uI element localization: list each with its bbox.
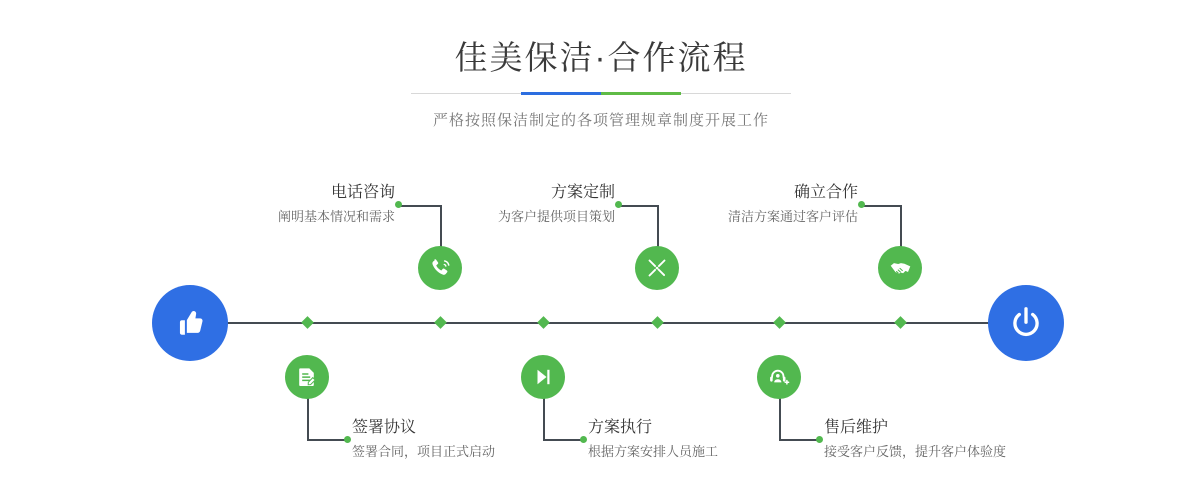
- step-2-icon-badge: [285, 355, 329, 399]
- step-3-label: [420, 182, 615, 227]
- axis-marker-step-6: [773, 316, 786, 329]
- step-6-label: [824, 417, 1006, 462]
- thumbs-up-icon: [172, 305, 208, 341]
- step-1-desc: 阐明基本情况和需求: [277, 209, 395, 224]
- play-forward-icon: [531, 365, 555, 389]
- step-6-title: 售后维护: [824, 419, 889, 436]
- connector-step-6-horizontal: [779, 439, 819, 441]
- connector-step-4-horizontal: [543, 439, 583, 441]
- step-2-title: 签署协议: [352, 419, 417, 436]
- document-edit-icon: [295, 365, 319, 389]
- page-subtitle: 严格按照保洁制定的各项管理规章制度开展工作: [432, 112, 769, 129]
- step-1-title: 电话咨询: [330, 184, 395, 201]
- step-2-desc: 签署合同，项目正式启动: [352, 444, 496, 459]
- step-5-desc: 清洁方案通过客户评估: [727, 209, 858, 224]
- step-4-title: 方案执行: [588, 419, 653, 436]
- phone-call-icon: [428, 256, 453, 281]
- connector-dot-step-6: [816, 436, 823, 443]
- step-1-icon-badge: [418, 246, 462, 290]
- step-1-label: [190, 182, 395, 227]
- page-title: 佳美保洁·合作流程: [454, 39, 748, 76]
- connector-dot-step-1: [395, 201, 402, 208]
- step-6-icon-badge: [757, 355, 801, 399]
- timeline-end-badge: [988, 285, 1064, 361]
- connector-dot-step-2: [344, 436, 351, 443]
- axis-marker-step-3: [651, 316, 664, 329]
- power-icon: [1007, 304, 1045, 342]
- step-4-icon-badge: [521, 355, 565, 399]
- step-3-title: 方案定制: [550, 184, 615, 201]
- axis-marker-step-5: [894, 316, 907, 329]
- timeline-start-badge: [152, 285, 228, 361]
- step-2-label: [352, 417, 495, 462]
- handshake-icon: [888, 256, 913, 281]
- divider-accent-blue: [521, 92, 601, 95]
- step-5-label: [640, 182, 858, 227]
- step-6-desc: 接受客户反馈，提升客户体验度: [824, 444, 1007, 459]
- step-5-title: 确立合作: [793, 184, 858, 201]
- connector-dot-step-3: [615, 201, 622, 208]
- divider-accent-green: [601, 92, 681, 95]
- step-5-icon-badge: [878, 246, 922, 290]
- connector-step-5-horizontal: [862, 205, 901, 207]
- step-3-desc: 为客户提供项目策划: [497, 209, 615, 224]
- title-divider: [411, 92, 791, 95]
- axis-marker-step-4: [537, 316, 550, 329]
- connector-step-2-horizontal: [307, 439, 347, 441]
- step-4-label: [588, 417, 718, 462]
- header: [0, 36, 1202, 130]
- headset-support-icon: [767, 365, 791, 389]
- step-4-desc: 根据方案安排人员施工: [588, 444, 719, 459]
- axis-marker-step-1: [434, 316, 447, 329]
- tools-icon: [645, 256, 669, 280]
- step-3-icon-badge: [635, 246, 679, 290]
- connector-dot-step-5: [858, 201, 865, 208]
- connector-dot-step-4: [580, 436, 587, 443]
- axis-marker-step-2: [301, 316, 314, 329]
- timeline: [0, 150, 1202, 502]
